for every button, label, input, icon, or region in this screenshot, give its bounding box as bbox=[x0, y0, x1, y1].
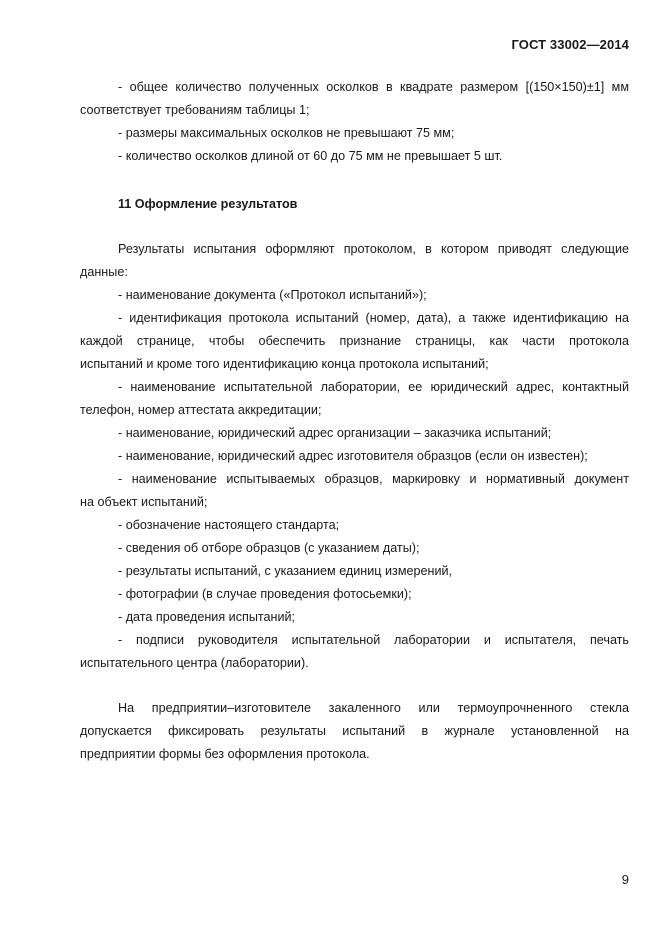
text-line: телефон, номер аттестата аккредитации; bbox=[80, 403, 322, 417]
page-number: 9 bbox=[621, 872, 629, 887]
list-item bbox=[80, 560, 629, 583]
intro-paragraph bbox=[80, 238, 629, 284]
list-item bbox=[80, 422, 629, 445]
list-item bbox=[80, 122, 629, 145]
list-item bbox=[80, 537, 629, 560]
text-line: - общее количество полученных осколков в квадрате размером [(150×150)±1] мм bbox=[118, 80, 629, 94]
text-line: - количество осколков длиной от 60 до 75 мм не превышает 5 шт. bbox=[118, 149, 503, 163]
list-item bbox=[80, 145, 629, 168]
list-item bbox=[80, 284, 629, 307]
text-line: испытаний и кроме того идентификацию конца протокола испытаний; bbox=[80, 357, 489, 371]
text-line: - обозначение настоящего стандарта; bbox=[118, 518, 340, 532]
text-line: - фотографии (в случае проведения фотосьемки); bbox=[118, 587, 412, 601]
list-item bbox=[80, 376, 629, 422]
text-line: каждой странице, чтобы обеспечить признание страницы, как части протокола bbox=[80, 334, 629, 348]
list-item bbox=[80, 76, 629, 122]
text-line: - наименование испытываемых образцов, маркировку и нормативный документ bbox=[118, 472, 629, 486]
list-item bbox=[80, 468, 629, 514]
list-item bbox=[80, 583, 629, 606]
text-line: соответствует требованиям таблицы 1; bbox=[80, 103, 310, 117]
text-line: на объект испытаний; bbox=[80, 495, 208, 509]
text-line: допускается фиксировать результаты испытаний в журнале установленной на bbox=[80, 724, 629, 738]
closing-paragraph bbox=[80, 697, 629, 766]
text-line: - сведения об отборе образцов (с указанием даты); bbox=[118, 541, 420, 555]
text-line: испытательного центра (лаборатории). bbox=[80, 656, 309, 670]
section-heading: 11 Оформление результатов bbox=[118, 197, 298, 211]
text-line: На предприятии–изготовителе закаленного или термоупрочненного стекла bbox=[118, 701, 629, 715]
list-item bbox=[80, 307, 629, 376]
text-line: - результаты испытаний, с указанием единиц измерений, bbox=[118, 564, 453, 578]
document-header-standard: ГОСТ 33002—2014 bbox=[511, 37, 629, 52]
page-content bbox=[80, 76, 629, 766]
text-line: - наименование испытательной лаборатории, ее юридический адрес, контактный bbox=[118, 380, 629, 394]
text-line: - наименование документа («Протокол испытаний»); bbox=[118, 288, 427, 302]
list-item bbox=[80, 629, 629, 675]
text-line: Результаты испытания оформляют протоколом, в котором приводят следующие bbox=[118, 242, 629, 256]
text-line: данные: bbox=[80, 265, 128, 279]
list-item bbox=[80, 514, 629, 537]
text-line: - наименование, юридический адрес изготовителя образцов (если он известен); bbox=[118, 449, 588, 463]
text-line: - размеры максимальных осколков не превышают 75 мм; bbox=[118, 126, 455, 140]
text-line: - наименование, юридический адрес организации – заказчика испытаний; bbox=[118, 426, 552, 440]
text-line: - дата проведения испытаний; bbox=[118, 610, 296, 624]
text-line: предприятии формы без оформления протокола. bbox=[80, 747, 370, 761]
text-line: - идентификация протокола испытаний (номер, дата), а также идентификацию на bbox=[118, 311, 629, 325]
list-item bbox=[80, 445, 629, 468]
list-item bbox=[80, 606, 629, 629]
text-line: - подписи руководителя испытательной лаборатории и испытателя, печать bbox=[118, 633, 629, 647]
